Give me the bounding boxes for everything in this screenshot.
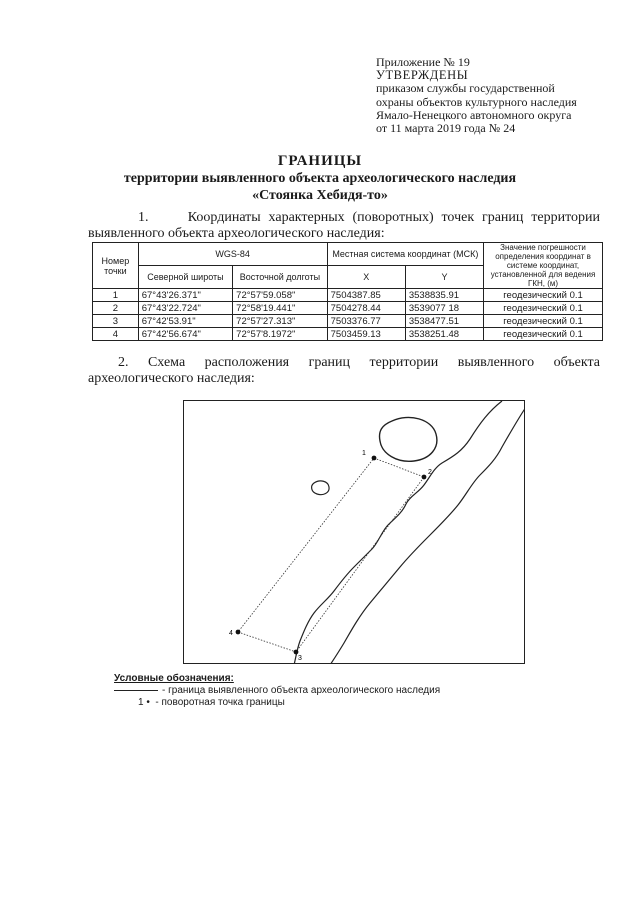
header-error: Значение погрешности определения координат в системе координат, установленной для ведения ГКН, (м) xyxy=(484,243,603,289)
cell-point: 4 xyxy=(93,328,139,341)
cell-y: 3538251.48 xyxy=(405,328,483,341)
section-2-heading: 2. Схема расположения границ территории выявленного объекта археологического наследия: xyxy=(88,355,600,386)
boundary-line-symbol xyxy=(114,690,158,691)
cell-point: 2 xyxy=(93,302,139,315)
point-label-2: 2 xyxy=(428,469,432,476)
cell-error: геодезический 0.1 xyxy=(484,328,603,341)
cell-lon: 72°57'59.058" xyxy=(233,289,327,302)
cell-x: 7504278.44 xyxy=(327,302,405,315)
appendix-number: Приложение № 19 xyxy=(376,55,470,69)
turning-point-4 xyxy=(236,630,241,635)
cell-point: 1 xyxy=(93,289,139,302)
header-y: Y xyxy=(405,266,483,289)
header-msk: Местная система координат (МСК) xyxy=(327,243,483,266)
cell-lat: 67°43'22.724" xyxy=(138,302,232,315)
point-label-4: 4 xyxy=(229,630,233,637)
cell-lat: 67°43'26.371" xyxy=(138,289,232,302)
header-longitude: Восточной долготы xyxy=(233,266,327,289)
approved-label: УТВЕРЖДЕНЫ xyxy=(376,68,469,83)
river-bank-right xyxy=(330,407,525,664)
approval-line-1: приказом службы государственной xyxy=(376,81,555,96)
table-row xyxy=(93,302,603,315)
legend-boundary-row xyxy=(114,685,440,697)
title-subtitle: территории выявленного объекта археологического наследия xyxy=(123,171,517,186)
cell-lon: 72°57'8.1972" xyxy=(233,328,327,341)
legend-title: Условные обозначения: xyxy=(114,673,234,684)
approval-line-2: охраны объектов культурного наследия xyxy=(376,94,577,109)
cell-lat: 67°42'56.674" xyxy=(138,328,232,341)
header-point-number: Номер точки xyxy=(93,243,139,289)
table-row xyxy=(93,289,603,302)
cell-x: 7503459.13 xyxy=(327,328,405,341)
table-row xyxy=(93,328,603,341)
lake-outline xyxy=(380,417,437,461)
pond-outline xyxy=(312,481,329,495)
approval-header xyxy=(376,56,577,135)
table-row xyxy=(93,315,603,328)
header-wgs84: WGS-84 xyxy=(138,243,327,266)
cell-error: геодезический 0.1 xyxy=(484,302,603,315)
turning-point-3 xyxy=(294,650,299,655)
cell-x: 7503376.77 xyxy=(327,315,405,328)
boundary-scheme-map xyxy=(183,400,525,664)
cell-error: геодезический 0.1 xyxy=(484,289,603,302)
cell-lat: 67°42'53.91" xyxy=(138,315,232,328)
section-1-heading: 1. Координаты характерных (поворотных) точек границ территории выявленного объекта археологического наследия: xyxy=(88,210,600,241)
approval-line-3: Ямало-Ненецкого автономного округа xyxy=(376,107,572,122)
title-object-name: «Стоянка Хебидя-то» xyxy=(252,188,388,203)
cell-y: 3539077 18 xyxy=(405,302,483,315)
turning-point-symbol: 1 • xyxy=(138,697,150,708)
title-main: ГРАНИЦЫ xyxy=(277,153,363,169)
boundary-line xyxy=(238,458,424,652)
legend-point-text: - поворотная точка границы xyxy=(155,697,285,708)
point-label-1: 1 xyxy=(362,450,366,457)
approval-date: от 11 марта 2019 года № 24 xyxy=(376,121,516,136)
cell-lon: 72°57'27.313" xyxy=(233,315,327,328)
turning-point-1 xyxy=(372,456,377,461)
river-bank-left xyxy=(294,401,502,664)
header-x: X xyxy=(327,266,405,289)
scheme-drawing xyxy=(184,401,525,664)
cell-y: 3538477.51 xyxy=(405,315,483,328)
document-title xyxy=(0,152,640,204)
cell-lon: 72°58'19.441" xyxy=(233,302,327,315)
cell-x: 7504387.85 xyxy=(327,289,405,302)
header-latitude: Северной широты xyxy=(138,266,232,289)
cell-error: геодезический 0.1 xyxy=(484,315,603,328)
coordinates-table xyxy=(92,242,603,341)
turning-point-2 xyxy=(422,475,427,480)
legend xyxy=(114,673,440,709)
point-label-3: 3 xyxy=(298,655,302,662)
cell-y: 3538835.91 xyxy=(405,289,483,302)
cell-point: 3 xyxy=(93,315,139,328)
legend-boundary-text: - граница выявленного объекта археологического наследия xyxy=(162,685,441,696)
legend-point-row xyxy=(114,697,440,709)
